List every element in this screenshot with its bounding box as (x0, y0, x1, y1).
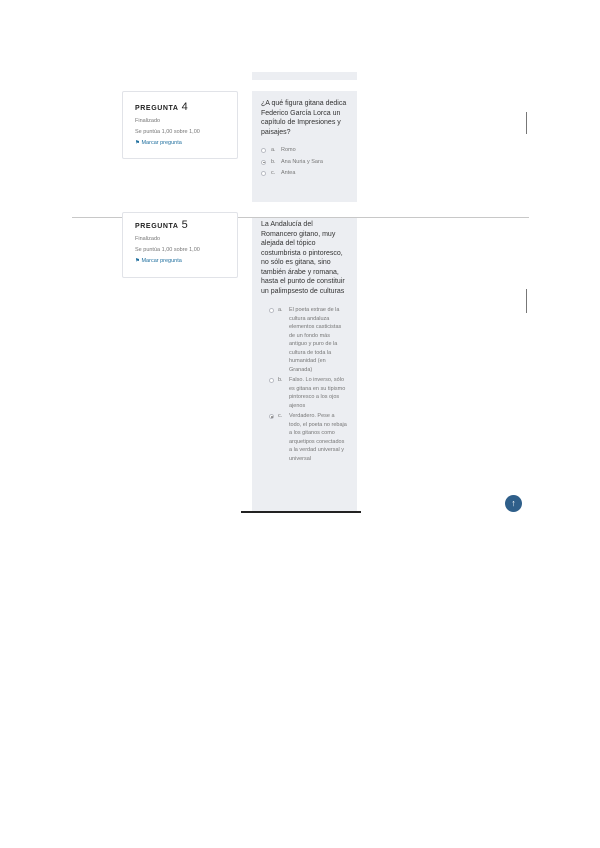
answer-option-b[interactable] (261, 158, 348, 167)
option-text: Ana Nuria y Sara (281, 158, 323, 165)
flag-label: Marcar pregunta (141, 258, 182, 264)
option-letter: a. (278, 307, 283, 313)
radio-button-icon[interactable] (269, 378, 274, 383)
question-5-answer-list (261, 306, 348, 463)
question-4-info-card (122, 91, 238, 159)
question-4-text: ¿A qué figura gitana dedica Federico García Lorca un capítulo de Impresiones y paisajes? (261, 100, 347, 136)
radio-button-icon[interactable] (261, 148, 266, 153)
option-text: Falso. Lo inverso, sólo es gitana en su tipismo pintoresco a los ojos ajenos (289, 377, 346, 409)
answer-option-c[interactable] (261, 169, 348, 178)
question-4-title (135, 101, 225, 113)
scrollbar-indicator[interactable] (526, 112, 527, 134)
previous-question-bottom (252, 72, 357, 80)
scrollbar-indicator[interactable] (526, 289, 527, 313)
question-4-score: Se puntúa 1,00 sobre 1,00 (135, 129, 200, 135)
question-number: 5 (181, 219, 189, 231)
option-letter: a. (271, 147, 276, 153)
option-text: El poeta extrae de la cultura andaluza elementos casticistas de un fondo más antiguo y puro de la cultura de toda la humanidad (en Granada) (289, 307, 342, 373)
option-text: Romo (281, 147, 296, 153)
question-label: PREGUNTA (135, 105, 179, 112)
flag-icon: ⚑ (135, 140, 142, 146)
scroll-to-top-button[interactable] (505, 495, 522, 512)
question-5-score: Se puntúa 1,00 sobre 1,00 (135, 247, 200, 253)
option-letter: c. (271, 170, 276, 176)
option-letter: c. (278, 413, 283, 419)
option-text: Antea (281, 170, 296, 176)
content-bottom-edge (241, 511, 361, 513)
question-4-flag-link[interactable] (135, 140, 225, 146)
question-5-text: La Andalucía del Romancero gitano, muy alejada del tópico costumbrista o pintoresco, no sólo es gitana, sino también árabe y romana, hasta el punto de constituir un palimpsesto de culturas (261, 221, 345, 295)
radio-button-icon[interactable] (269, 308, 274, 313)
answer-option-b[interactable] (261, 376, 348, 410)
option-letter: b. (271, 158, 276, 165)
question-4-content (252, 91, 357, 202)
question-5-info-card (122, 212, 238, 278)
question-5-flag-link[interactable] (135, 258, 225, 264)
answer-option-a[interactable] (261, 306, 348, 374)
question-5-title (135, 219, 225, 231)
answer-option-a[interactable] (261, 146, 348, 155)
option-text: Verdadero. Pese a todo, el poeta no rebaja a los gitanos como arquetipos conectados a la verdad universal y universal (289, 413, 347, 462)
radio-button-icon[interactable] (261, 160, 266, 165)
flag-icon: ⚑ (135, 258, 142, 264)
answer-option-c[interactable] (261, 412, 348, 463)
radio-button-icon[interactable] (269, 414, 274, 419)
question-5-content (252, 218, 357, 511)
flag-label: Marcar pregunta (141, 140, 182, 146)
question-4-answer-list (261, 146, 348, 178)
radio-button-icon[interactable] (261, 171, 266, 176)
question-number: 4 (181, 101, 189, 113)
option-letter: b. (278, 377, 283, 383)
question-label: PREGUNTA (135, 223, 179, 230)
question-5-status: Finalizado (135, 236, 161, 242)
question-4-status: Finalizado (135, 118, 161, 124)
arrow-up-icon: ↑ (511, 498, 516, 508)
